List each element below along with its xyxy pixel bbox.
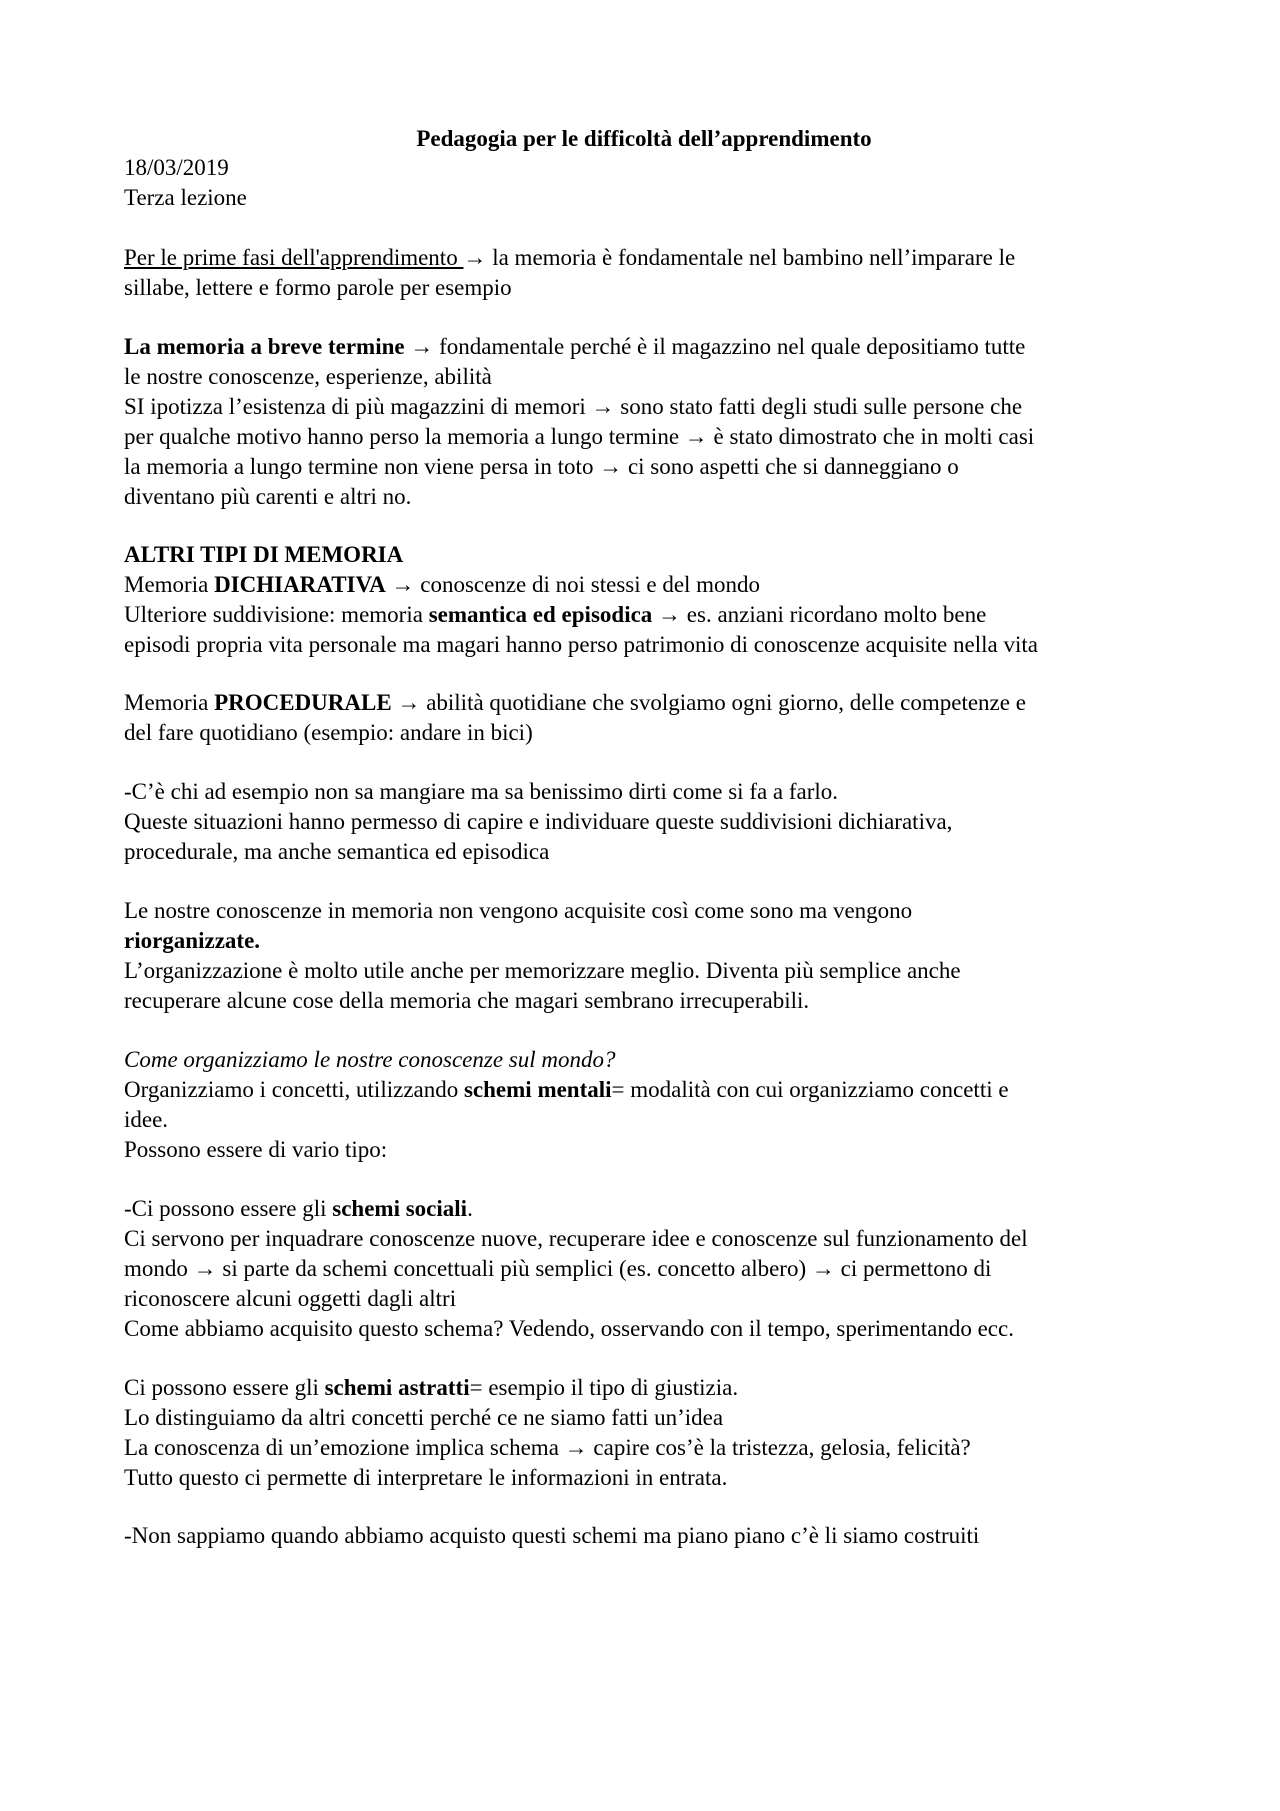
paragraph-first-phases (124, 243, 1180, 303)
paragraph-examples (124, 777, 1180, 867)
paragraph-line: La conoscenza di un’emozione implica schema → capire cos’è la tristezza, gelosia, felicità? (124, 1435, 971, 1460)
paragraph-line: Possono essere di vario tipo: (124, 1137, 388, 1162)
paragraph-line: Ci servono per inquadrare conoscenze nuove, recuperare idee e conoscenze sul funzionamento del (124, 1226, 1028, 1251)
paragraph-line: -Ci possono essere gli schemi sociali. (124, 1196, 473, 1221)
paragraph-line: le nostre conoscenze, esperienze, abilità (124, 364, 492, 389)
paragraph-line: riconoscere alcuni oggetti dagli altri (124, 1286, 457, 1311)
paragraph-line: per qualche motivo hanno perso la memoria a lungo termine → è stato dimostrato che in molti casi (124, 424, 1035, 449)
paragraph-line: Come abbiamo acquisito questo schema? Vedendo, osservando con il tempo, sperimentando ecc. (124, 1316, 1014, 1341)
paragraph-line: Ulteriore suddivisione: memoria semantica ed episodica → es. anziani ricordano molto bene (124, 602, 987, 627)
paragraph-abstract-schemas (124, 1373, 1180, 1493)
paragraph-line: Lo distinguiamo da altri concetti perché ce ne siamo fatti un’idea (124, 1405, 724, 1430)
paragraph-line: Queste situazioni hanno permesso di capire e individuare queste suddivisioni dichiarativa, (124, 809, 953, 834)
paragraph-short-term-memory (124, 332, 1180, 512)
paragraph-line: recuperare alcune cose della memoria che magari sembrano irrecuperabili. (124, 988, 810, 1013)
paragraph-procedural (124, 688, 1180, 748)
paragraph-line: del fare quotidiano (esempio: andare in bici) (124, 720, 533, 745)
paragraph-line: L’organizzazione è molto utile anche per memorizzare meglio. Diventa più semplice anche (124, 958, 961, 983)
section-heading: ALTRI TIPI DI MEMORIA (124, 542, 404, 567)
paragraph-line: Memoria PROCEDURALE → abilità quotidiane che svolgiamo ogni giorno, delle competenze e (124, 690, 1026, 715)
paragraph-line: Memoria DICHIARATIVA → conoscenze di noi stessi e del mondo (124, 572, 761, 597)
paragraph-reorganization (124, 896, 1180, 1016)
bold-term: riorganizzate. (124, 928, 261, 953)
paragraph-line: SI ipotizza l’esistenza di più magazzini di memori → sono stato fatti degli studi sulle persone che (124, 394, 1023, 419)
italic-question: Come organizziamo le nostre conoscenze sul mondo? (124, 1047, 616, 1072)
paragraph-line: idee. (124, 1107, 169, 1132)
paragraph-line: Organizziamo i concetti, utilizzando schemi mentali= modalità con cui organizziamo concetti e (124, 1077, 1009, 1102)
paragraph-line: diventano più carenti e altri no. (124, 484, 412, 509)
paragraph-closing (124, 1521, 1180, 1551)
paragraph-line: Le nostre conoscenze in memoria non vengono acquisite così come sono ma vengono (124, 898, 913, 923)
paragraph-line: -Non sappiamo quando abbiamo acquisto questi schemi ma piano piano c’è li siamo costruiti (124, 1523, 980, 1548)
paragraph-mental-schemas (124, 1045, 1180, 1165)
underlined-term: Per le prime fasi dell'apprendimento (124, 245, 464, 270)
bold-term: La memoria a breve termine (124, 334, 405, 359)
paragraph-line: episodi propria vita personale ma magari hanno perso patrimonio di conoscenze acquisite nella vita (124, 632, 1038, 657)
paragraph-line: La memoria a breve termine → fondamentale perché è il magazzino nel quale depositiamo tutte (124, 334, 1026, 359)
paragraph-line: -C’è chi ad esempio non sa mangiare ma sa benissimo dirti come si fa a farlo. (124, 779, 839, 804)
paragraph-line: Ci possono essere gli schemi astratti= esempio il tipo di giustizia. (124, 1375, 739, 1400)
paragraph-social-schemas (124, 1194, 1180, 1344)
paragraph-line: sillabe, lettere e formo parole per esempio (124, 275, 512, 300)
paragraph-line: la memoria a lungo termine non viene persa in toto → ci sono aspetti che si danneggiano o (124, 454, 959, 479)
paragraph-line: Per le prime fasi dell'apprendimento → la memoria è fondamentale nel bambino nell’imparare le (124, 245, 1016, 270)
paragraph-other-memory-types (124, 540, 1180, 660)
lesson-date: 18/03/2019 (124, 155, 229, 180)
header-block (124, 153, 1180, 213)
document-title: Pedagogia per le difficoltà dell’apprendimento (416, 126, 872, 151)
lesson-number: Terza lezione (124, 185, 247, 210)
paragraph-line: procedurale, ma anche semantica ed episodica (124, 839, 550, 864)
paragraph-line: mondo → si parte da schemi concettuali più semplici (es. concetto albero) → ci permettono di (124, 1256, 992, 1281)
paragraph-line: Tutto questo ci permette di interpretare le informazioni in entrata. (124, 1465, 728, 1490)
